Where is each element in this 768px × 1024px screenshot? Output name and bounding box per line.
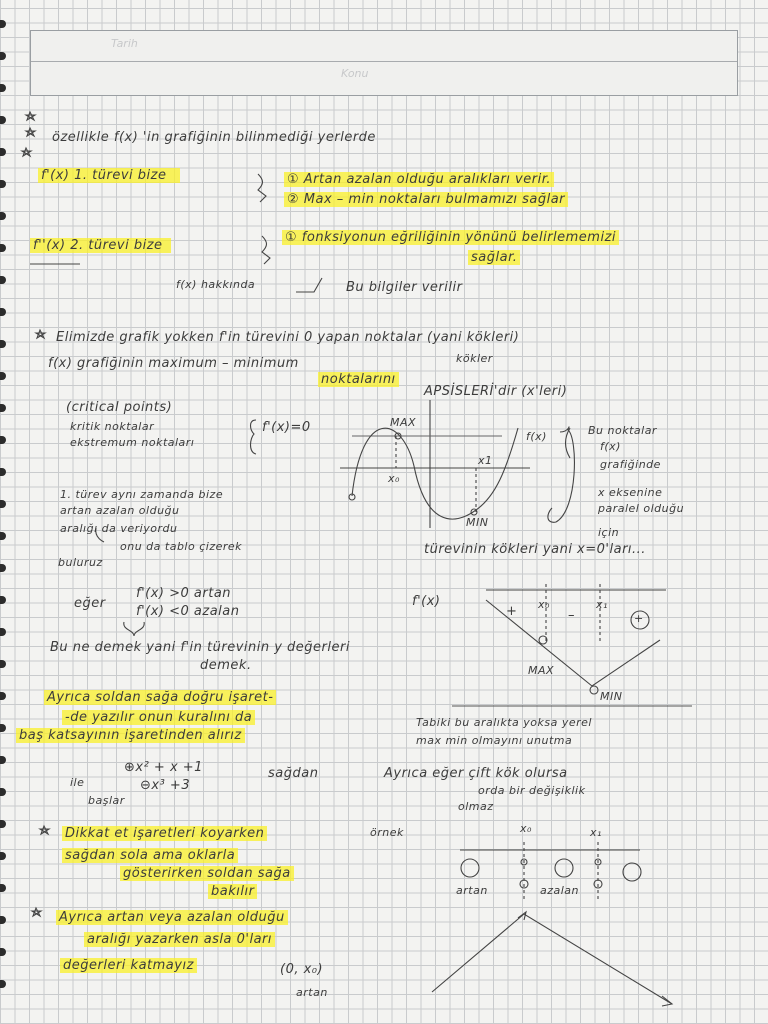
graph-label: x₀ [388,472,400,485]
note-line: sağdan [268,766,319,781]
note-line: kökler [456,352,493,365]
note-highlight: sağlar. [468,250,520,265]
note-highlight: aralığı yazarken asla 0'ları [84,932,275,947]
note-highlight: f''(x) 2. türevi bize [30,238,171,253]
note-line: ⊖x³ +3 [140,778,191,793]
note-line: ⊕x² + x +1 [124,760,203,775]
note-line: Elimizde grafik yokken f'in türevini 0 yapan noktalar (yani kökleri) [56,330,520,345]
sign-table-label: x₁ [590,826,602,839]
note-highlight: Dikkat et işaretleri koyarken [62,826,267,841]
note-line: f(x) [600,440,621,453]
note-highlight: f'(x) 1. türevi bize [38,168,180,183]
note-line: olmaz [458,800,494,813]
note-line: f(x) hakkında [176,278,256,291]
note-line: aralığı da veriyordu [60,522,178,535]
note-line: orda bir değişiklik [478,784,586,797]
note-line: Bu ne demek yani f'in türevinin y değerleri [50,640,350,655]
note-highlight: ② Max – min noktaları bulmamızı sağlar [284,192,568,207]
note-highlight: değerleri katmayız [60,958,197,973]
sign-table-label: azalan [540,884,580,897]
note-highlight: bakılır [208,884,257,899]
sign-table-label: + [506,604,518,619]
sign-table-label: – [568,608,575,623]
note-highlight: Ayrıca artan veya azalan olduğu [56,910,288,925]
note-line: 1. türev aynı zamanda bize [60,488,224,501]
note-line: Bu noktalar [588,424,657,437]
sign-table-label: MAX [528,664,555,677]
ghost-text: Tarih [111,37,138,50]
note-line: f(x) grafiğinin maximum – minimum [48,356,299,371]
note-line: türevinin kökleri yani x=0'ları... [424,542,646,557]
note-line: özellikle f(x) 'in grafiğinin bilinmediği yerlerde [52,130,376,145]
note-highlight: Ayrıca soldan sağa doğru işaret- [44,690,276,705]
note-highlight: ① Artan azalan olduğu aralıkları verir. [284,172,554,187]
graph-label: MAX [390,416,417,429]
note-highlight: noktalarını [318,372,399,387]
sign-table-label: MIN [600,690,623,703]
note-line: onu da tablo çizerek [120,540,243,553]
note-line: kritik noktalar [70,420,155,433]
note-line: Tabiki bu aralıkta yoksa yerel [416,716,592,729]
ghost-text: Konu [341,67,369,80]
sign-table-label: + [634,612,644,625]
note-line: f'(x) >0 artan [136,586,232,601]
note-line: artan azalan olduğu [60,504,180,517]
note-line: için [598,526,620,539]
note-line: paralel olduğu [598,502,685,515]
note-line: max min olmayını unutma [416,734,573,747]
note-highlight: -de yazılır onun kuralını da [62,710,255,725]
graph-label: f(x) [526,430,547,443]
graph-label: MIN [466,516,489,529]
note-line: ekstremum noktaları [70,436,195,449]
note-line: f'(x)=0 [262,420,311,435]
sign-table-label: artan [456,884,488,897]
note-line: buluruz [58,556,103,569]
note-line: örnek [370,826,404,839]
note-line: grafiğinde [600,458,661,471]
note-highlight: ① fonksiyonun eğriliğinin yönünü belirlememizi [282,230,619,245]
note-line: (critical points) [66,400,173,415]
sign-table-label: x₁ [596,598,608,611]
sign-table-label: x₀ [538,598,550,611]
sign-table-label: x₀ [520,822,532,835]
note-line: Ayrıca eğer çift kök olursa [384,766,568,781]
note-line: eğer [74,596,106,611]
note-line: (0, x₀) [280,962,324,977]
note-highlight: baş katsayının işaretinden alırız [16,728,245,743]
note-line: x eksenine [598,486,663,499]
note-line: başlar [88,794,125,807]
note-line: f'(x) <0 azalan [136,604,240,619]
note-line: artan [296,986,328,999]
note-line: APSİSLERİ'dir (x'leri) [424,384,568,399]
note-line: Bu bilgiler verilir [346,280,463,295]
note-line: ile [70,776,85,789]
note-highlight: sağdan sola ama oklarla [62,848,238,863]
note-highlight: gösterirken soldan sağa [120,866,294,881]
note-line: demek. [200,658,252,673]
note-line: f'(x) [412,594,441,609]
graph-label: x1 [478,454,493,467]
